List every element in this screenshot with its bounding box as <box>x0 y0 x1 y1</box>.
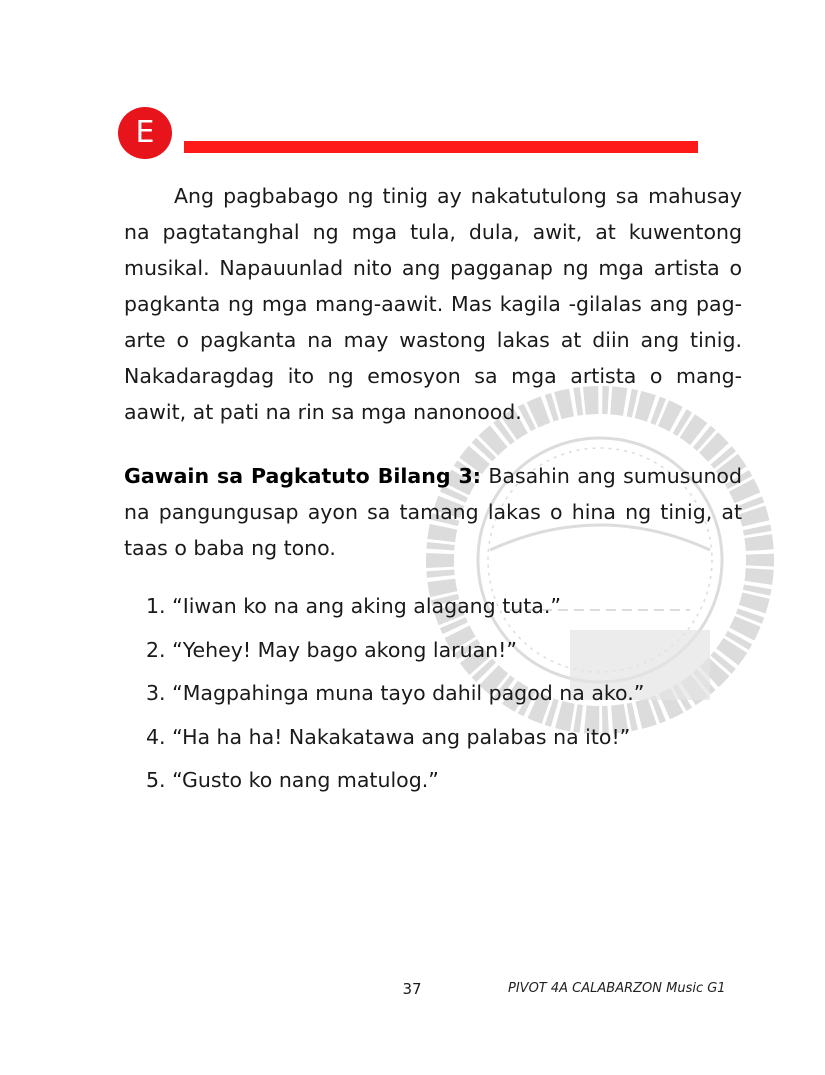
list-item: 2. “Yehey! May bago akong laruan!” <box>146 637 517 662</box>
page-number: 37 <box>402 980 422 998</box>
list-item: 3. “Magpahinga muna tayo dahil pagod na ako.” <box>146 681 645 705</box>
section-divider-bar <box>184 141 698 153</box>
section-badge: E <box>118 107 172 159</box>
list-item: 4. “Ha ha ha! Nakakatawa ang palabas na ito!” <box>146 724 631 749</box>
activity-instruction-text: Basahin ang sumusunod na pangungusap ayon sa tamang lakas o hina ng tinig, at taas o baba ng tono. <box>124 464 742 560</box>
activity-label: Gawain sa Pagkatuto Bilang 3: <box>124 464 481 488</box>
intro-paragraph: Ang pagbabago ng tinig ay nakatutulong sa mahusay na pagtatanghal ng mga tula, dula, awit, at kuwentong musikal. Napauunlad nito ang pagganap ng mga artista o pagkanta ng mga mang-aawit. Mas kagila -gilalas ang pag-arte o pagkanta na may wastong lakas at diin ang tinig. Nakadaragdag ito ng emosyon sa mga artista o mang-aawit, at pati na rin sa mga nanonood. <box>124 184 742 424</box>
list-item: 5. “Gusto ko nang matulog.” <box>146 768 439 792</box>
footer-label: PIVOT 4A CALABARZON Music G1 <box>508 981 726 996</box>
sentence-list <box>146 588 644 806</box>
section-header <box>118 107 700 159</box>
activity-instruction <box>124 458 742 566</box>
list-item: 1. “Iiwan ko na ang aking alagang tuta.” <box>146 594 561 618</box>
